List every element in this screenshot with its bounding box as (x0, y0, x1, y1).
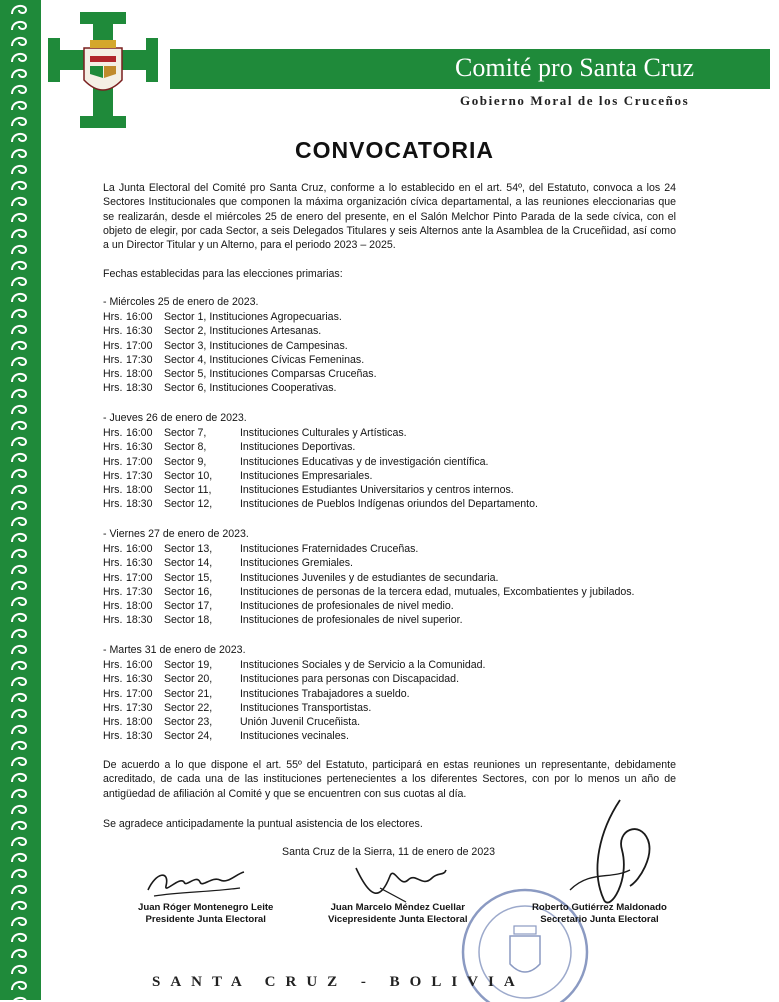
time: 16:30 (125, 557, 153, 570)
schedule-row (103, 483, 538, 497)
signature-1-icon (140, 862, 250, 904)
time: 16:00 (125, 427, 153, 439)
hrs-label: Hrs. (103, 673, 123, 686)
sector: Sector 5, (163, 368, 207, 381)
institution: Instituciones Deportivas. (239, 441, 356, 454)
footer-location: SANTA CRUZ - BOLIVIA (152, 974, 525, 990)
time: 17:30 (125, 353, 153, 366)
signatory (138, 902, 273, 926)
signature-2-icon (350, 858, 450, 908)
schedule-row (103, 613, 635, 627)
time: 16:30 (125, 673, 153, 686)
sector: Sector 24, (163, 730, 213, 743)
schedule-row (103, 658, 486, 672)
sector: Sector 20, (163, 673, 213, 686)
sector: Sector 21, (163, 687, 213, 700)
institution: Instituciones Agropecuarias. (209, 311, 342, 323)
schedule-row (103, 542, 635, 556)
day-heading: - Martes 31 de enero de 2023. (103, 644, 246, 656)
institution: Instituciones Educativas y de investigación científica. (239, 455, 489, 468)
signatory-name: Juan Róger Montenegro Leite (138, 902, 274, 913)
signatory-name: Roberto Gutiérrez Maldonado (532, 902, 667, 913)
org-name: Comité pro Santa Cruz (455, 53, 695, 82)
institution: Instituciones para personas con Discapacidad. (239, 673, 460, 686)
time: 18:00 (125, 600, 153, 613)
sector: Sector 1, (163, 311, 207, 323)
hrs-label: Hrs. (103, 484, 123, 497)
schedule-row (103, 729, 486, 743)
sector: Sector 2, (163, 325, 207, 338)
hrs-label: Hrs. (103, 455, 123, 468)
institution: Unión Juvenil Cruceñista. (239, 716, 361, 729)
schedule-row (103, 469, 538, 483)
institution: Instituciones Comparsas Cruceñas. (209, 368, 377, 381)
time: 17:30 (125, 585, 153, 598)
hrs-label: Hrs. (103, 311, 123, 323)
sector: Sector 3, (163, 339, 207, 352)
schedule-list (103, 658, 486, 744)
hrs-label: Hrs. (103, 571, 123, 584)
schedule-row (103, 556, 635, 570)
place-date: Santa Cruz de la Sierra, 11 de enero de 2023 (282, 846, 495, 858)
institution: Instituciones de profesionales de nivel medio. (239, 600, 454, 613)
time: 17:00 (125, 571, 153, 584)
schedule-row (103, 571, 635, 585)
sector: Sector 9, (163, 455, 207, 468)
sector: Sector 23, (163, 716, 213, 729)
hrs-label: Hrs. (103, 469, 123, 482)
time: 18:00 (125, 716, 153, 729)
hrs-label: Hrs. (103, 339, 123, 352)
hrs-label: Hrs. (103, 427, 123, 439)
thanks-line: Se agradece anticipadamente la puntual asistencia de los electores. (103, 818, 423, 830)
schedule-row (103, 497, 538, 511)
sector: Sector 10, (163, 469, 213, 482)
sector: Sector 13, (163, 543, 213, 555)
time: 18:30 (125, 730, 153, 743)
sector: Sector 11, (163, 484, 212, 497)
hrs-label: Hrs. (103, 325, 123, 338)
schedule-row (103, 367, 377, 381)
sector: Sector 4, (163, 353, 207, 366)
time: 16:30 (125, 325, 153, 338)
institution: Instituciones Fraternidades Cruceñas. (239, 543, 419, 555)
institution: Instituciones Culturales y Artísticas. (239, 427, 407, 439)
hrs-label: Hrs. (103, 716, 123, 729)
institution: Instituciones Gremiales. (239, 557, 353, 570)
time: 17:00 (125, 339, 153, 352)
institution: Instituciones Estudiantes Universitarios y centros internos. (239, 484, 514, 497)
time: 16:30 (125, 441, 153, 454)
signatory-name: Juan Marcelo Méndez Cuellar (330, 902, 465, 913)
schedule-row (103, 715, 486, 729)
institution: Instituciones de personas de la tercera edad, mutuales, Excombatientes y jubilados. (239, 585, 635, 598)
closing-paragraph: De acuerdo a lo que dispone el art. 55º del Estatuto, participará en estas reuniones un representante, debidamente acreditado, de cada una de las instituciones pertenecientes a los diferentes Sectores, con por lo menos un año de antigüedad de afiliación al Comité y que se encuentren con sus cuotas al día. (103, 759, 676, 800)
day-heading: - Viernes 27 de enero de 2023. (103, 528, 249, 540)
org-subtitle: Gobierno Moral de los Cruceños (460, 93, 690, 108)
decorative-border (0, 0, 41, 1000)
document-title: CONVOCATORIA (295, 137, 494, 163)
day-heading: - Jueves 26 de enero de 2023. (103, 412, 247, 424)
time: 17:30 (125, 701, 153, 714)
institution: Instituciones Cooperativas. (209, 382, 337, 395)
schedule-list (103, 426, 538, 512)
signatory (532, 902, 667, 926)
schedule-row (103, 353, 377, 367)
hrs-label: Hrs. (103, 687, 123, 700)
time: 18:00 (125, 368, 153, 381)
time: 17:00 (125, 455, 153, 468)
institution: Instituciones Juveniles y de estudiantes de secundaria. (239, 571, 499, 584)
time: 16:00 (125, 311, 153, 323)
schedule-row (103, 440, 538, 454)
hrs-label: Hrs. (103, 441, 123, 454)
signatory-role: Presidente Junta Electoral (145, 914, 266, 925)
time: 17:30 (125, 469, 153, 482)
sector: Sector 8, (163, 441, 207, 454)
institution: Instituciones Artesanas. (209, 325, 322, 338)
schedule-row (103, 701, 486, 715)
schedule-row (103, 599, 635, 613)
schedule-row (103, 310, 377, 324)
schedule-row (103, 585, 635, 599)
sector: Sector 12, (163, 498, 213, 511)
dates-label: Fechas establecidas para las elecciones primarias: (103, 268, 343, 280)
schedule-row (103, 455, 538, 469)
sector: Sector 7, (163, 427, 207, 439)
sector: Sector 17, (163, 600, 213, 613)
time: 18:30 (125, 614, 153, 627)
sector: Sector 19, (163, 659, 213, 671)
sector: Sector 15, (163, 571, 213, 584)
schedule-row (103, 687, 486, 701)
hrs-label: Hrs. (103, 659, 123, 671)
hrs-label: Hrs. (103, 614, 123, 627)
hrs-label: Hrs. (103, 353, 123, 366)
schedule-row (103, 381, 377, 395)
hrs-label: Hrs. (103, 368, 123, 381)
schedule-list (103, 542, 635, 628)
schedule-list (103, 310, 377, 396)
hrs-label: Hrs. (103, 498, 123, 511)
time: 18:30 (125, 498, 153, 511)
signatory (328, 902, 468, 926)
time: 16:00 (125, 659, 153, 671)
signatory-role: Vicepresidente Junta Electoral (328, 914, 468, 925)
institution: Instituciones Sociales y de Servicio a la Comunidad. (239, 659, 486, 671)
sector: Sector 18, (163, 614, 213, 627)
hrs-label: Hrs. (103, 585, 123, 598)
time: 18:00 (125, 484, 153, 497)
institution: Instituciones Cívicas Femeninas. (209, 353, 365, 366)
institution: Instituciones de Pueblos Indígenas oriundos del Departamento. (239, 498, 538, 511)
institution: Instituciones Trabajadores a sueldo. (239, 687, 410, 700)
institution: Instituciones de profesionales de nivel superior. (239, 614, 463, 627)
institution: Instituciones Empresariales. (239, 469, 373, 482)
day-heading: - Miércoles 25 de enero de 2023. (103, 296, 259, 308)
institution: Instituciones Transportistas. (239, 701, 372, 714)
hrs-label: Hrs. (103, 382, 123, 395)
sector: Sector 22, (163, 701, 213, 714)
schedule-row (103, 324, 377, 338)
sector: Sector 14, (163, 557, 213, 570)
hrs-label: Hrs. (103, 730, 123, 743)
hrs-label: Hrs. (103, 557, 123, 570)
schedule-row (103, 339, 377, 353)
sector: Sector 6, (163, 382, 207, 395)
schedule-row (103, 426, 538, 440)
institution: Instituciones de Campesinas. (209, 339, 348, 352)
hrs-label: Hrs. (103, 543, 123, 555)
time: 16:00 (125, 543, 153, 555)
cross-emblem-icon (48, 12, 158, 128)
hrs-label: Hrs. (103, 600, 123, 613)
schedule-row (103, 672, 486, 686)
institution: Instituciones vecinales. (239, 730, 349, 743)
time: 17:00 (125, 687, 153, 700)
time: 18:30 (125, 382, 153, 395)
signatory-role: Secretario Junta Electoral (540, 914, 659, 925)
hrs-label: Hrs. (103, 701, 123, 714)
border-pattern-icon (8, 0, 30, 1000)
intro-paragraph: La Junta Electoral del Comité pro Santa Cruz, conforme a lo establecido en el art. 54º, del Estatuto, convoca a los 24 Sectores Institucionales que componen la máxima organización cívica departamental, a las reuniones eleccionarias que se realizarán, desde el miércoles 25 de enero del presente, en el Salón Melchor Pinto Parada de la sede cívica, con el objeto de elegir, por cada Sector, a seis Delegados Titulares y seis Alternos ante la Asamblea de la Cruceñidad, así como a un Director Titular y un Alterno, para el periodo 2023 – 2025. (103, 182, 676, 252)
sector: Sector 16, (163, 585, 213, 598)
